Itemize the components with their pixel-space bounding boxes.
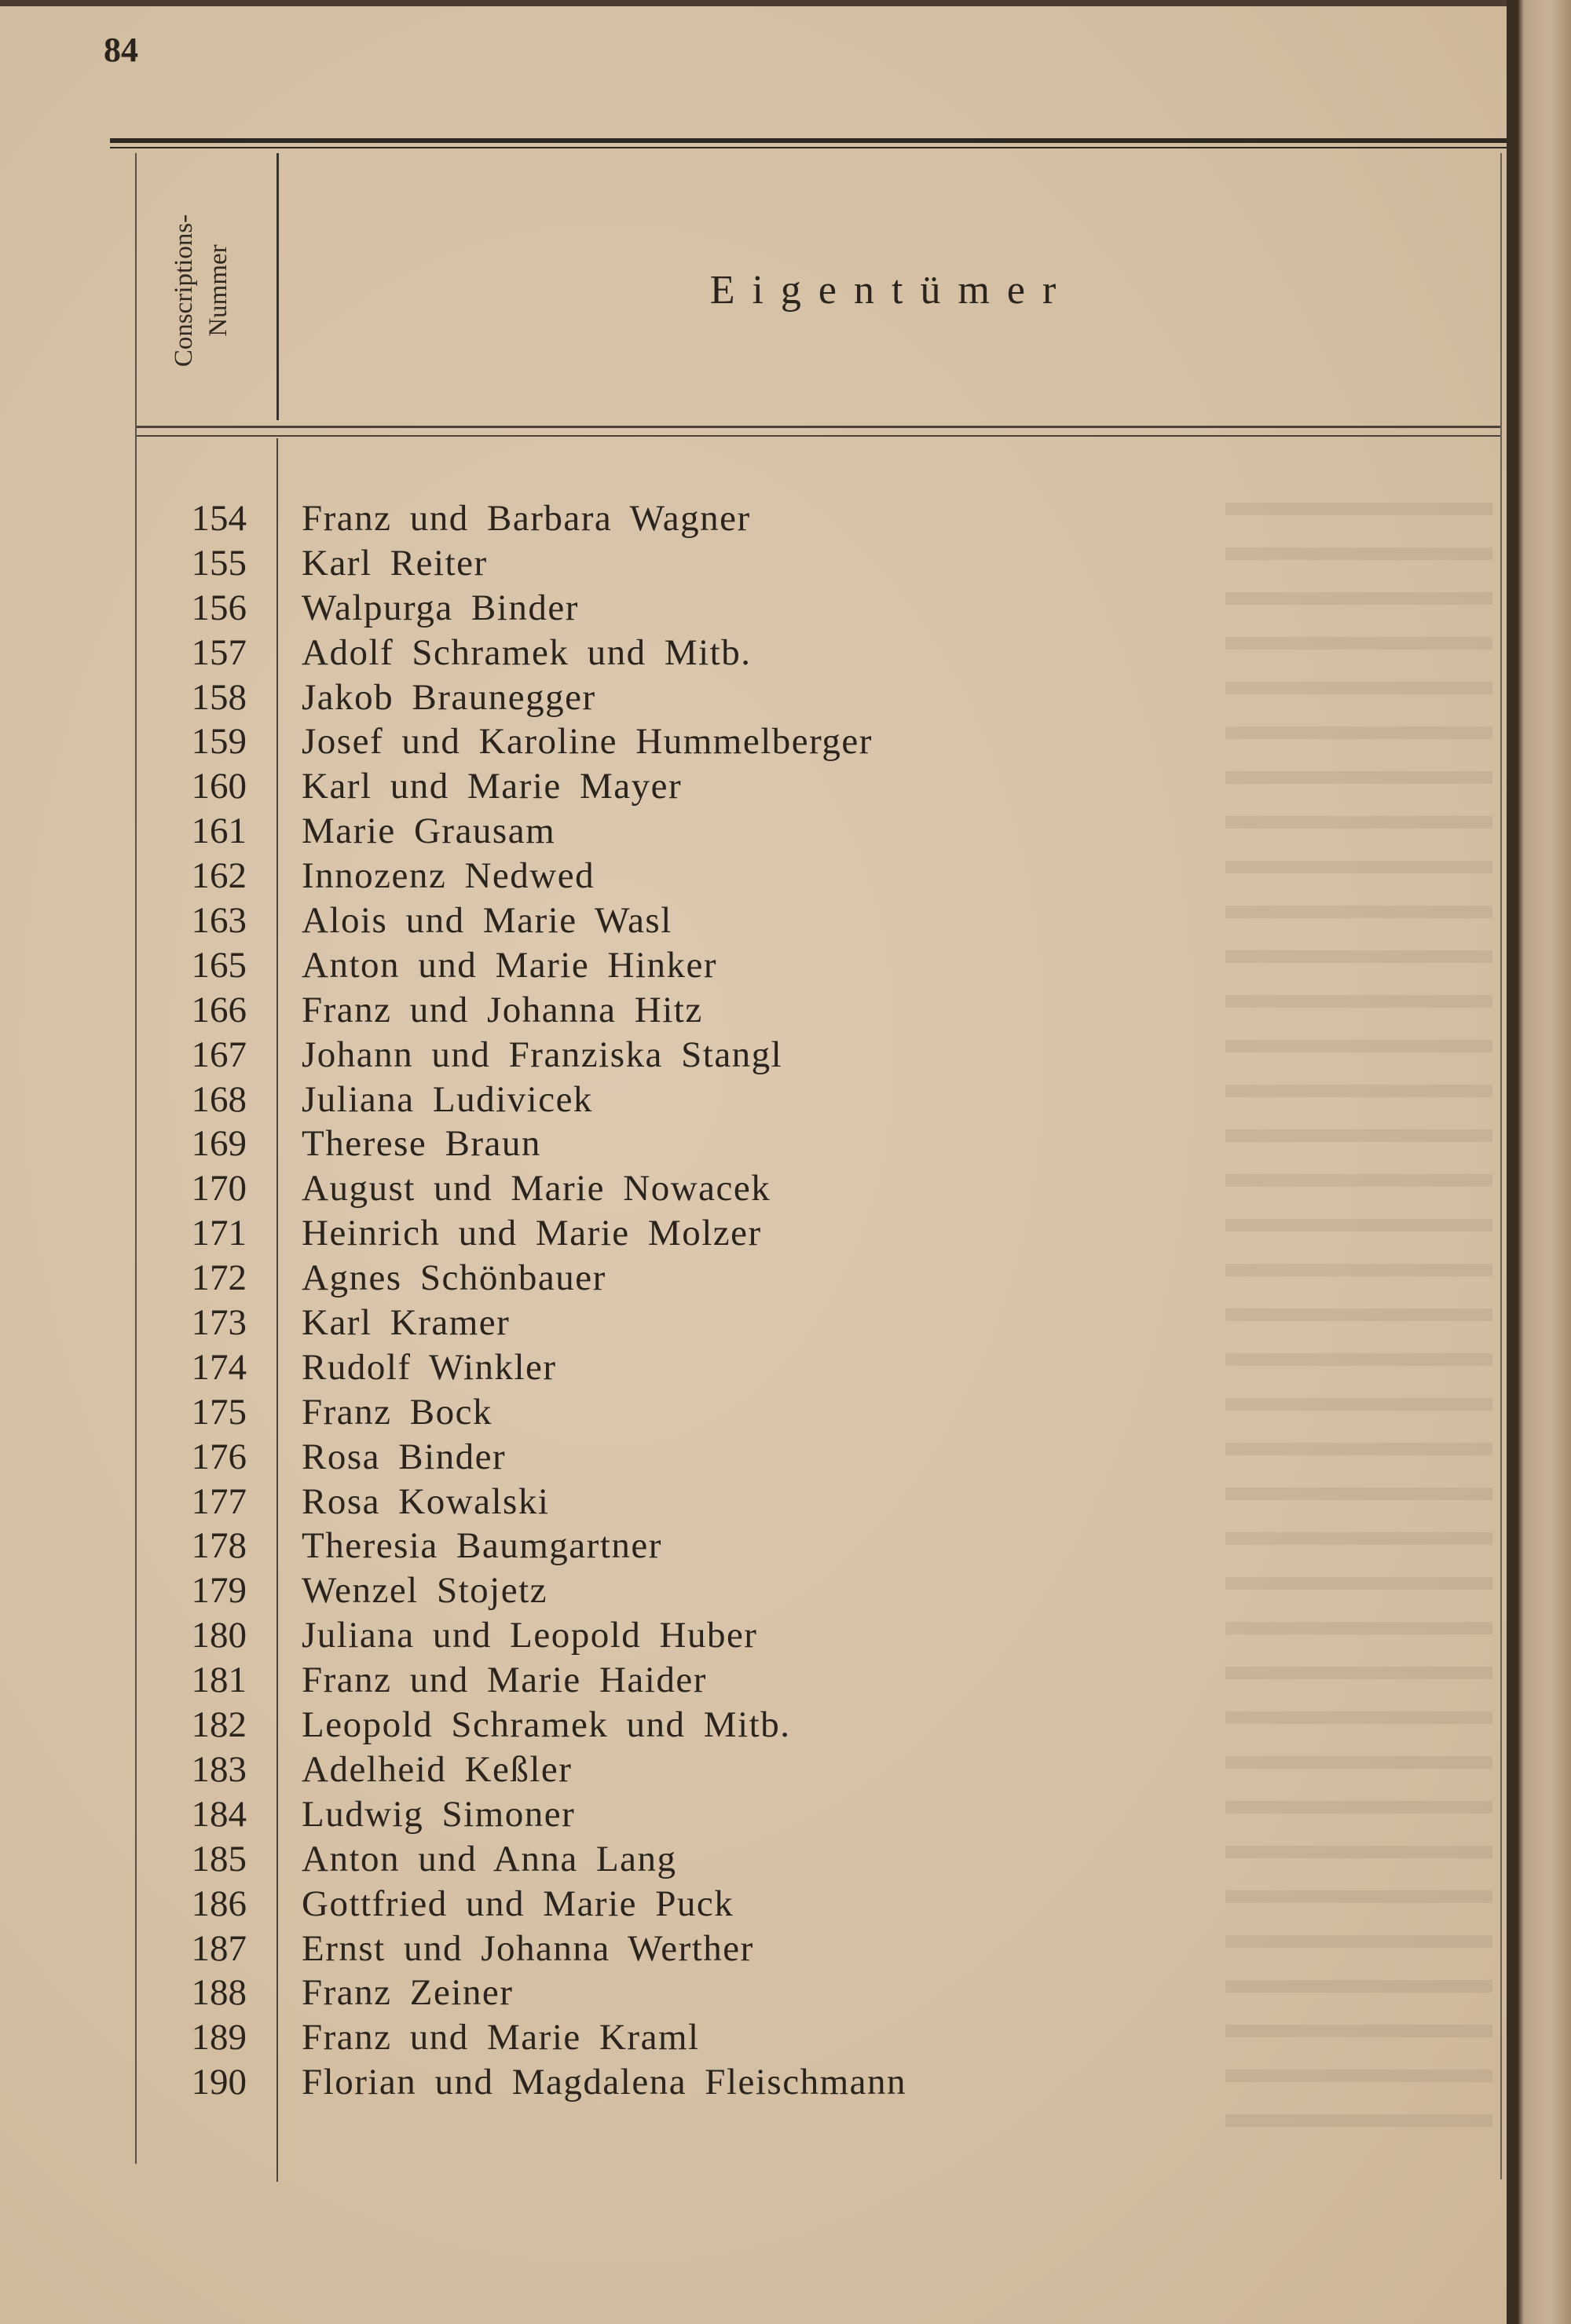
conscription-number: 176 xyxy=(191,1436,247,1477)
table-row xyxy=(0,764,1492,809)
owner-name: Rosa Binder xyxy=(302,1436,507,1477)
owner-name: Johann und Franziska Stangl xyxy=(302,1034,783,1075)
owner-name: Karl Reiter xyxy=(302,542,488,584)
table-row xyxy=(0,1613,1492,1658)
conscription-number: 156 xyxy=(191,587,247,628)
table-row xyxy=(0,1971,1492,2015)
owner-name: Karl Kramer xyxy=(302,1302,511,1344)
header-bottom-rule-2 xyxy=(135,435,1502,437)
table-row xyxy=(0,541,1492,586)
conscription-number: 182 xyxy=(191,1704,247,1746)
owner-name: Leopold Schramek und Mitb. xyxy=(302,1704,791,1746)
conscription-number: 187 xyxy=(191,1927,247,1969)
conscription-number: 189 xyxy=(191,2017,247,2059)
conscription-number: 177 xyxy=(191,1480,247,1522)
table-row xyxy=(0,1166,1492,1211)
conscription-number: 170 xyxy=(191,1168,247,1210)
table-row xyxy=(0,943,1492,988)
owner-name: Agnes Schönbauer xyxy=(302,1257,606,1299)
owner-name: Florian und Magdalena Fleischmann xyxy=(302,2062,906,2103)
conscription-number: 181 xyxy=(191,1660,247,1701)
table-row xyxy=(0,2060,1492,2105)
table-top-rule-thin xyxy=(110,147,1512,148)
conscription-number: 169 xyxy=(191,1123,247,1165)
conscription-number: 158 xyxy=(191,676,247,718)
table-row xyxy=(0,586,1492,631)
column-header-number-line1: Conscriptions- xyxy=(170,214,198,368)
column-header-owner: Eigentümer xyxy=(709,268,1074,313)
owner-name: Heinrich und Marie Molzer xyxy=(302,1213,762,1254)
owner-name: Adelheid Keßler xyxy=(302,1748,573,1790)
table-row xyxy=(0,1480,1492,1524)
table-row xyxy=(0,1033,1492,1078)
conscription-number: 175 xyxy=(191,1391,247,1433)
table-row xyxy=(0,854,1492,898)
owner-name: Rudolf Winkler xyxy=(302,1346,557,1388)
owner-name: Adolf Schramek und Mitb. xyxy=(302,631,752,673)
table-row xyxy=(0,2015,1492,2060)
table-row xyxy=(0,719,1492,764)
table-row xyxy=(0,1703,1492,1748)
owner-name: Gottfried und Marie Puck xyxy=(302,1883,734,1924)
owner-name: Franz Zeiner xyxy=(302,1972,514,2014)
table-row xyxy=(0,1256,1492,1301)
header-bottom-rule-1 xyxy=(135,426,1502,428)
conscription-number: 163 xyxy=(191,900,247,942)
table-row xyxy=(0,1927,1492,1971)
owner-name: Anton und Marie Hinker xyxy=(302,944,717,986)
table-row xyxy=(0,1390,1492,1435)
conscription-number: 173 xyxy=(191,1302,247,1344)
owner-name: Juliana und Leopold Huber xyxy=(302,1615,758,1656)
conscription-number: 188 xyxy=(191,1972,247,2014)
table-top-rule-thick xyxy=(110,138,1512,143)
owner-name: Walpurga Binder xyxy=(302,587,579,628)
header-column-separator xyxy=(276,153,279,420)
table-row xyxy=(0,675,1492,720)
owner-name: Josef und Karoline Hummelberger xyxy=(302,721,873,763)
conscription-number: 186 xyxy=(191,1883,247,1924)
page-top-edge xyxy=(0,0,1520,6)
conscription-number: 161 xyxy=(191,811,247,852)
owner-name: Franz und Johanna Hitz xyxy=(302,989,703,1030)
conscription-number: 166 xyxy=(191,989,247,1030)
table-row xyxy=(0,1078,1492,1122)
table-row xyxy=(0,898,1492,943)
table-row xyxy=(0,1568,1492,1613)
conscription-number: 165 xyxy=(191,944,247,986)
conscription-number: 168 xyxy=(191,1078,247,1120)
column-header-number xyxy=(167,181,253,401)
conscription-number: 183 xyxy=(191,1748,247,1790)
owner-name: August und Marie Nowacek xyxy=(302,1168,771,1210)
table-row xyxy=(0,1211,1492,1256)
table-right-border xyxy=(1500,153,1502,2179)
conscription-number: 172 xyxy=(191,1257,247,1299)
owner-name: Rosa Kowalski xyxy=(302,1480,550,1522)
owner-name: Juliana Ludivicek xyxy=(302,1078,593,1120)
table-row xyxy=(0,631,1492,675)
table-row xyxy=(0,1524,1492,1568)
conscription-number: 171 xyxy=(191,1213,247,1254)
conscription-number: 160 xyxy=(191,766,247,807)
table-row xyxy=(0,1122,1492,1166)
table-row xyxy=(0,809,1492,854)
owner-name: Franz und Barbara Wagner xyxy=(302,498,751,539)
owner-name: Franz und Marie Haider xyxy=(302,1660,707,1701)
table-row xyxy=(0,1882,1492,1927)
owner-name: Marie Grausam xyxy=(302,811,556,852)
conscription-number: 179 xyxy=(191,1570,247,1612)
owner-list xyxy=(0,496,1492,2105)
table-row xyxy=(0,1435,1492,1480)
owner-name: Karl und Marie Mayer xyxy=(302,766,683,807)
owner-name: Jakob Braunegger xyxy=(302,676,596,718)
owner-name: Wenzel Stojetz xyxy=(302,1570,548,1612)
owner-name: Ludwig Simoner xyxy=(302,1793,576,1835)
owner-name: Theresia Baumgartner xyxy=(302,1525,662,1567)
table-row xyxy=(0,1748,1492,1792)
owner-name: Franz Bock xyxy=(302,1391,493,1433)
conscription-number: 190 xyxy=(191,2062,247,2103)
owner-name: Franz und Marie Kraml xyxy=(302,2017,700,2059)
owner-name: Therese Braun xyxy=(302,1123,541,1165)
page-number: 84 xyxy=(104,31,138,69)
conscription-number: 174 xyxy=(191,1346,247,1388)
conscription-number: 178 xyxy=(191,1525,247,1567)
owner-name: Ernst und Johanna Werther xyxy=(302,1927,754,1969)
owner-name: Alois und Marie Wasl xyxy=(302,900,672,942)
table-row xyxy=(0,496,1492,541)
table-row xyxy=(0,1837,1492,1882)
conscription-number: 155 xyxy=(191,542,247,584)
column-header-number-line2: Nummer xyxy=(204,244,233,337)
book-binding xyxy=(1507,0,1571,2324)
table-row xyxy=(0,1658,1492,1703)
table-row xyxy=(0,988,1492,1033)
table-row xyxy=(0,1345,1492,1390)
owner-name: Anton und Anna Lang xyxy=(302,1838,677,1879)
owner-name: Innozenz Nedwed xyxy=(302,855,595,897)
conscription-number: 184 xyxy=(191,1793,247,1835)
conscription-number: 157 xyxy=(191,631,247,673)
table-row xyxy=(0,1792,1492,1837)
conscription-number: 154 xyxy=(191,498,247,539)
conscription-number: 185 xyxy=(191,1838,247,1879)
conscription-number: 159 xyxy=(191,721,247,763)
conscription-number: 162 xyxy=(191,855,247,897)
conscription-number: 167 xyxy=(191,1034,247,1075)
table-row xyxy=(0,1301,1492,1345)
conscription-number: 180 xyxy=(191,1615,247,1656)
